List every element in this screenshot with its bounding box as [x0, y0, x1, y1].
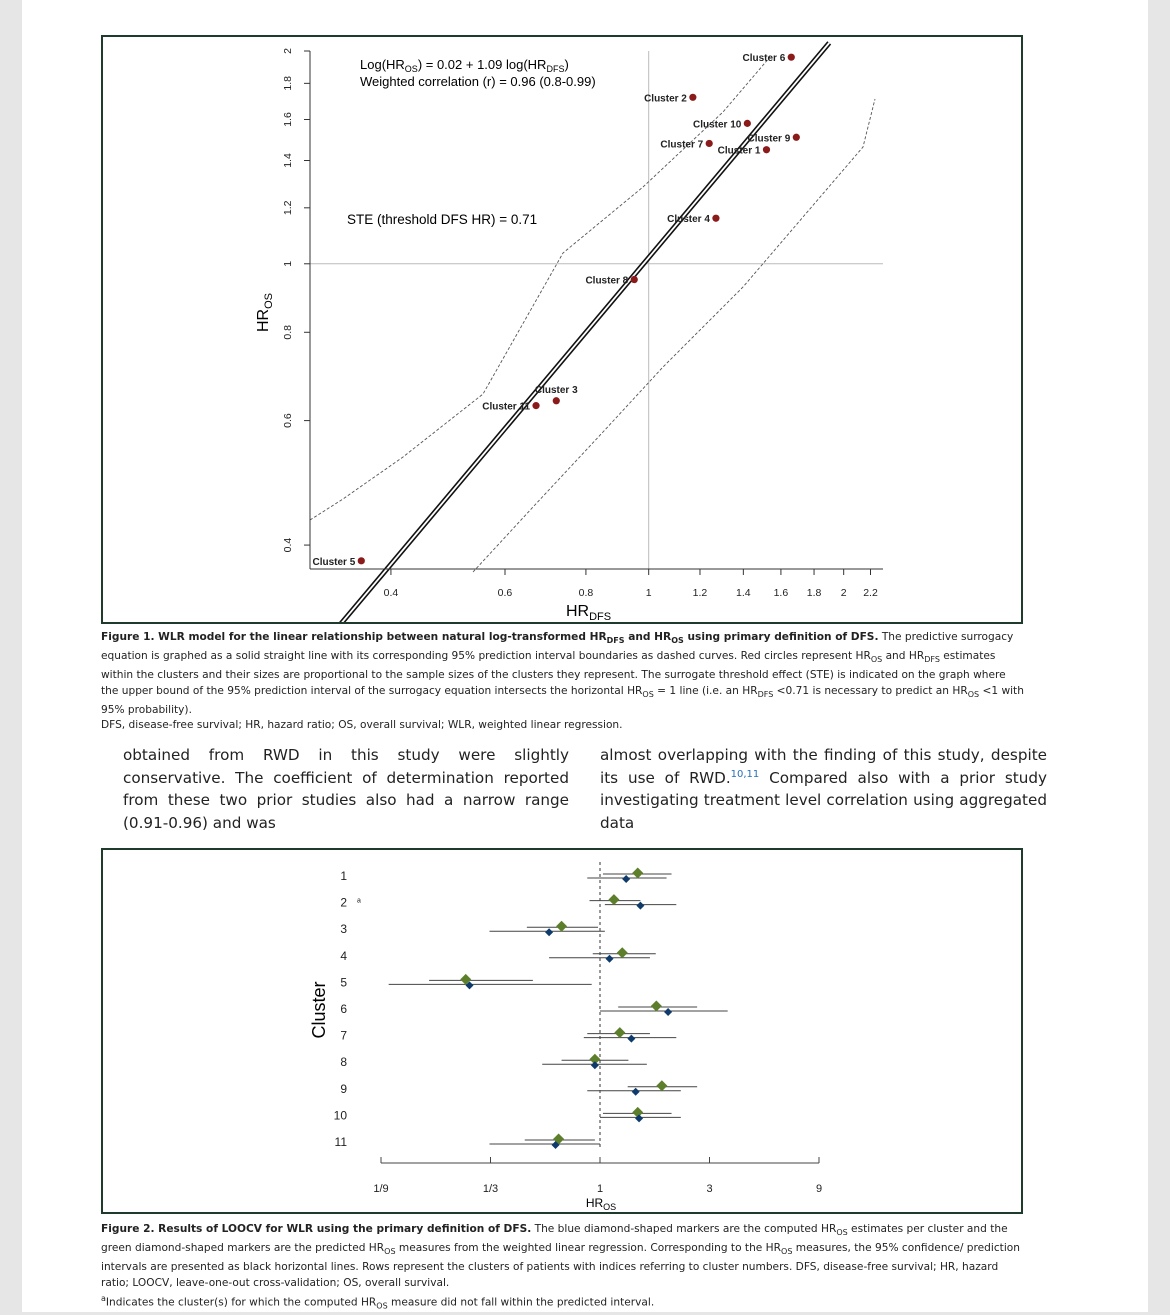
cluster-label: Cluster 11: [482, 401, 531, 413]
predicted-diamond: [632, 868, 643, 879]
citation-link[interactable]: 10,11: [730, 768, 760, 780]
cluster-point: [532, 402, 539, 409]
cluster-index-label: 9: [340, 1081, 347, 1096]
y-tick-label: 2: [282, 48, 294, 54]
y-tick-label: 0.8: [282, 324, 294, 340]
cluster-label: Cluster 7: [660, 139, 704, 151]
forest-x-tick-label: 3: [706, 1183, 713, 1195]
cluster-index-label: 7: [340, 1028, 347, 1043]
cluster-index-label: 5: [340, 975, 347, 990]
cluster-index-label: 11: [334, 1135, 347, 1149]
cluster-point: [788, 54, 795, 61]
cluster-point: [358, 557, 365, 564]
x-tick-label: 1.2: [692, 587, 708, 599]
cluster-point: [763, 146, 770, 153]
outside-interval-flag: a: [357, 897, 361, 905]
figure-2-forest-plot: [103, 850, 1021, 1212]
cluster-point: [553, 397, 560, 404]
x-tick-label: 2: [840, 587, 847, 599]
figure-1-scatter-plot: [103, 37, 1021, 622]
prediction-interval-lower: [473, 99, 875, 572]
cluster-point: [689, 94, 696, 101]
cluster-point: [631, 276, 638, 283]
cluster-label: Cluster 5: [312, 556, 356, 568]
cluster-index-label: 4: [340, 948, 347, 963]
cluster-point: [793, 134, 800, 141]
x-tick-label: 1.6: [773, 587, 789, 599]
figure-1-frame: [101, 35, 1023, 624]
cluster-point: [706, 140, 713, 147]
body-text-left: obtained from RWD in this study were slightly conservative. The coefficient of determination reported from these two prior studies also had a narrow range (0.91-0.96) and was: [123, 746, 569, 832]
x-tick-label: 0.6: [497, 587, 513, 599]
cluster-label: Cluster 10: [692, 119, 742, 131]
x-tick-label: 2.2: [863, 587, 878, 599]
computed-diamond: [591, 1061, 599, 1069]
forest-x-tick-label: 1/3: [482, 1183, 499, 1195]
x-tick-label: 0.8: [578, 587, 594, 599]
forest-x-tick-label: 1: [596, 1183, 604, 1195]
predicted-diamond: [651, 1001, 662, 1012]
cluster-index-label: 10: [333, 1108, 347, 1123]
cluster-label: Cluster 2: [644, 93, 687, 105]
cluster-index-label: 8: [340, 1055, 347, 1070]
predicted-diamond: [617, 947, 628, 958]
figure-2-caption: Figure 2. Results of LOOCV for WLR using the primary definition of DFS. The blue diamond-shaped markers are the computed $HR_{OS}$ estimates per cluster and the green diamond-shaped markers are the predicted $HR_{OS}$ measures from the weighted linear regression. Corresponding to the $HR_{OS}$ measures, the 95% confidence/ prediction intervals are presented as black horizontal lines. Rows represent the clusters of patients with indices referring to cluster numbers. DFS, disease-free survival; HR, hazard ratio; LOOCV, leave-one-out cross-validation; OS, overall survival. $^a$Indicates the cluster(s) for which the computed $HR_{OS}$ measure did not fall within the predicted interval.: [101, 1223, 1020, 1312]
computed-diamond: [622, 875, 630, 883]
cluster-index-label: 6: [340, 1002, 347, 1016]
computed-diamond: [664, 1008, 672, 1016]
cluster-point: [712, 215, 719, 222]
x-tick-label: 1.8: [806, 587, 822, 599]
x-tick-label: 1: [645, 587, 652, 599]
computed-diamond: [627, 1035, 635, 1043]
cluster-label: Cluster 1: [717, 145, 761, 157]
forest-x-axis-title: $HR_{OS}$: [585, 1196, 617, 1212]
cluster-point: [744, 120, 751, 127]
predicted-diamond: [614, 1027, 625, 1038]
cluster-index-label: 3: [340, 922, 347, 937]
computed-diamond: [605, 955, 613, 963]
cluster-label: Cluster 9: [747, 133, 791, 145]
figure-1-abbreviations: DFS, disease-free survival; HR, hazard ratio; OS, overall survival; WLR, weighted linear regression.: [101, 719, 623, 732]
y-tick-label: 1.2: [282, 200, 294, 216]
ste-label: STE (threshold DFS HR) = 0.71: [347, 212, 538, 227]
x-tick-label: 1.4: [736, 587, 751, 599]
correlation-text: Weighted correlation (r) = 0.96 (0.8-0.99): [360, 74, 596, 89]
forest-x-tick-label: 9: [815, 1183, 823, 1195]
y-tick-label: 1.8: [282, 76, 294, 91]
forest-y-axis-title: Cluster: [309, 981, 329, 1039]
cluster-label: Cluster 6: [742, 53, 786, 65]
cluster-label: Cluster 3: [534, 384, 578, 396]
y-axis-title: $HR_{OS}$: [255, 292, 275, 332]
predicted-diamond: [656, 1080, 667, 1091]
y-tick-label: 0.4: [282, 537, 294, 553]
y-tick-label: 1.4: [282, 153, 294, 168]
cluster-index-label: 1: [340, 869, 347, 883]
x-tick-label: 0.4: [383, 587, 399, 599]
y-tick-label: 1: [282, 260, 294, 267]
y-tick-label: 0.6: [282, 413, 294, 428]
body-text-right: almost overlapping with the finding of this study, despite its use of RWD.$^{10,11}$ Compared also with a prior study investigating treatment level correlation using aggregated data: [600, 746, 1047, 832]
figure-1-caption: Figure 1. WLR model for the linear relationship between natural log-transformed $HR_{DFS}$ and $HR_{OS}$ using primary definition of DFS. The predictive surrogacy equation is graphed as a solid straight line with its corresponding 95% prediction interval boundaries as dashed curves. Red circles represent $HR_{OS}$ and $HR_{DFS}$ estimates within the clusters and their sizes are proportional to the sample sizes of the clusters they represent. The surrogate threshold effect (STE) is indicated on the graph where the upper bound of the 95% prediction interval of the surrogacy equation intersects the horizontal $HR_{OS} = 1$ line (i.e. an $HR_{DFS} <0.71$ is necessary to predict an $HR_{OS} <1$ with 95% probability). DFS, disease-free survival; HR, hazard ratio; OS, overall survival; WLR, weighted linear regression.: [101, 631, 1024, 732]
predicted-diamond: [556, 921, 567, 932]
forest-x-tick-label: 1/9: [373, 1183, 389, 1195]
computed-diamond: [545, 928, 553, 936]
y-tick-label: 1.6: [282, 112, 294, 127]
cluster-label: Cluster 8: [585, 275, 629, 287]
cluster-index-label: 2: [340, 895, 347, 910]
x-axis-title: $HR_{DFS}$: [566, 603, 612, 622]
computed-diamond: [632, 1088, 640, 1096]
equation-text: $Log(HR_{OS}) = 0.02 + 1.09$ $\log(HR_{DFS})$: [360, 57, 569, 74]
computed-diamond: [636, 902, 644, 910]
figure-2-frame: [101, 848, 1023, 1214]
predicted-diamond: [608, 894, 619, 905]
cluster-label: Cluster 4: [667, 214, 710, 226]
